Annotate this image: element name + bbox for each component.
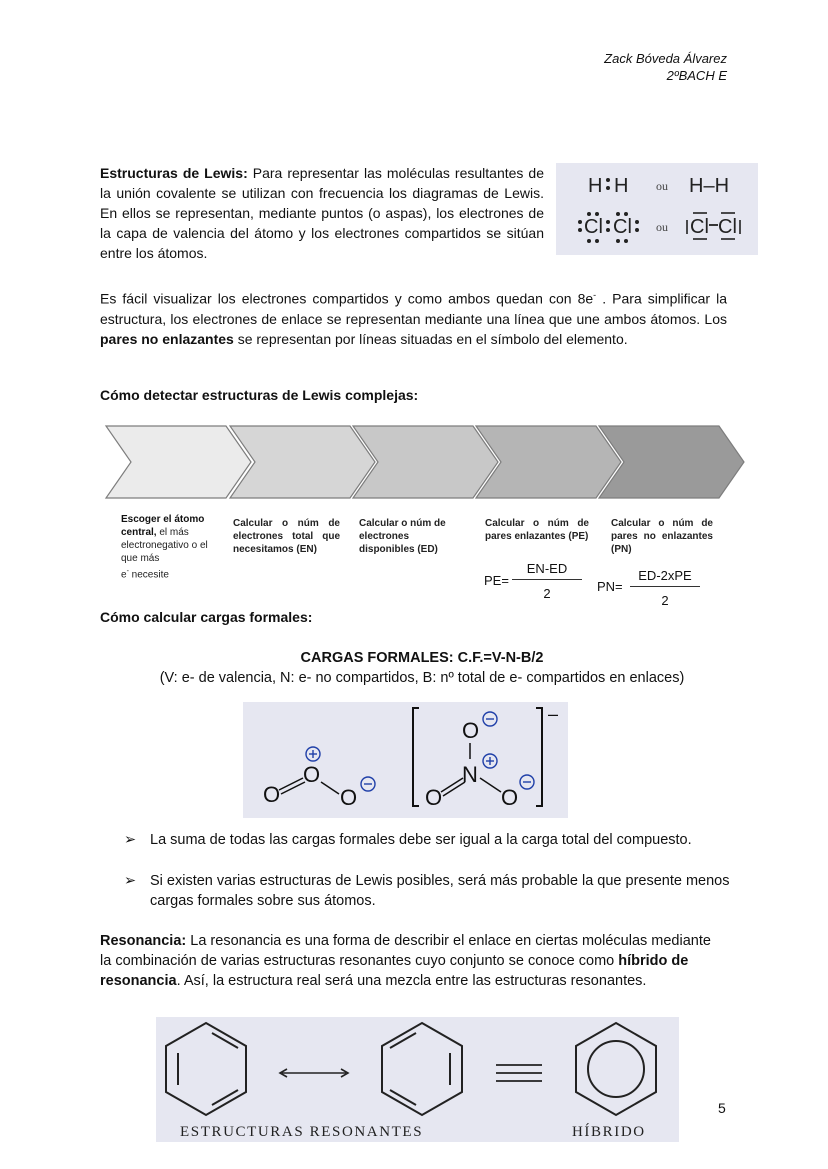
resonant-structures-label: ESTRUCTURAS RESONANTES [180,1124,424,1140]
resonance-title: Resonancia: [100,933,187,949]
step-3-label: Calcular o núm de electrones disponibles (ED) [359,518,446,555]
negative-charge-icon [361,777,375,791]
nitrate-o-top: O [462,718,480,743]
benzene-kekule-2 [382,1023,462,1115]
lewis-figure [556,163,758,255]
step-1-e: e [121,569,127,581]
author-name: Zack Bóveda Álvarez [604,51,727,66]
arrow-bullet-icon: ➢ [124,832,137,848]
left-bracket [413,708,419,806]
ozone-o-right: O [340,785,358,810]
step-2-label: Calcular o núm de electrones total que necesitamos (EN) [233,518,340,555]
ozone-nitrate-diagram [243,702,568,818]
equivalence-icon [496,1065,542,1081]
pe-formula-label: PE= [484,573,509,588]
nitrate-o-right: O [501,785,519,810]
or-word-bottom: ou [656,220,668,234]
formal-charge-legend: (V: e- de valencia, N: e- no compartidos, B: nº total de e- compartidos en enlaces) [159,670,685,686]
pe-denominator: 2 [512,579,582,601]
electron-superscript: - [593,290,597,300]
bracket-charge: – [548,704,559,724]
cl-atom-line-right: Cl [718,216,737,238]
electron-dot [606,186,610,190]
positive-charge-icon [483,754,497,768]
cl-atom-right: Cl [613,216,632,238]
step-4-label: Calcular o núm de pares enlazantes (PE) [485,518,589,542]
shared-text-3: se representan por líneas situadas en el símbolo del elemento. [233,330,628,347]
cl-atom-line-left: Cl [690,216,709,238]
h-atom-left: H [588,175,603,197]
nitrate-n-center: N [462,762,478,787]
nitrate-o-left: O [425,785,443,810]
pe-numerator: EN-ED [526,561,568,576]
benzene-diagram [156,1017,679,1142]
resonance-paragraph [100,931,720,991]
pn-formula-label: PN= [597,579,623,594]
negative-charge-icon [483,712,497,726]
electron-dot [606,178,610,182]
resonance-text-2: . Así, la estructura real será una mezcla entre las estructuras resonantes. [176,973,647,989]
formal-charge-formula: CARGAS FORMALES: C.F.=V-N-B/2 [300,650,544,666]
step-1-sup: - [126,568,129,575]
ozone-o-center: O [303,762,321,787]
step-1-rest: el más electronegativo o el que más [121,527,208,564]
bullet-text: La suma de todas las cargas formales debe ser igual a la carga total del compuesto. [150,832,692,848]
pn-denominator: 2 [630,586,700,608]
cl-atom-left: Cl [584,216,603,238]
step-1-bold: Escoger el átomo central, [121,514,205,538]
hybrid-label: HÍBRIDO [572,1124,646,1140]
bullet-text: Si existen varias estructuras de Lewis posibles, será más probable la que presente menos cargas formales sobre sus átomos. [150,873,730,909]
resonance-hybrid-term: híbrido de resonancia [100,953,689,989]
cl2-line-structure [687,213,740,239]
step-5-label: Calcular o núm de pares no enlazantes (PN) [611,518,713,555]
benzene-hybrid [576,1023,656,1115]
formal-charge-figure [243,702,568,818]
shared-electrons-paragraph [100,285,727,349]
negative-charge-icon [520,775,534,789]
lone-pairs-term: pares no enlazantes [100,330,234,347]
shared-text-2: . Para simplificar la estructura, los electrones de enlace se representan mediante una línea que une ambos átomos. Los [100,290,727,327]
formal-charges-heading: Cómo calcular cargas formales: [100,609,313,625]
arrow-bullet-icon: ➢ [124,873,137,889]
complex-lewis-heading: Cómo detectar estructuras de Lewis complejas: [100,387,419,403]
lewis-paragraph [100,163,544,263]
pe-formula-fraction [512,561,582,601]
page-number: 5 [718,1100,726,1116]
ozone-o-left: O [263,782,281,807]
pn-formula-fraction [630,568,700,608]
h2-line-structure: H–H [689,175,730,197]
positive-charge-icon [306,747,320,761]
pn-numerator: ED-2xPE [638,568,692,583]
cl2-dot-structure [578,212,639,243]
shared-text-1: Es fácil visualizar los electrones compartidos y como ambos quedan con 8e [100,290,594,307]
benzene-kekule-1 [166,1023,246,1115]
class-group: 2ºBACH E [666,68,727,83]
lewis-diagram [556,163,758,255]
or-word-top: ou [656,179,668,193]
step-1-need: necesite [128,569,169,581]
resonance-text-1: La resonancia es una forma de describir el enlace en ciertas moléculas mediante la combinación de varias estructuras resonantes cuyo conjunto se conoce como [100,933,711,969]
resonance-figure [156,1017,679,1142]
lewis-title: Estructuras de Lewis: [100,165,248,181]
page-header [604,50,727,84]
right-bracket [536,708,542,806]
chevron-step-1 [106,426,251,498]
h-atom-right: H [614,175,629,197]
resonance-arrow-icon [280,1069,348,1077]
lewis-text: Para representar las moléculas resultantes de la unión covalente se utilizan con frecuencia los diagramas de Lewis. En ellos se representan, mediante puntos (o aspas), los electrones de la capa de valencia del átomo y los electrones compartidos se sitúan entre los átomos. [100,165,544,261]
step-1-label [121,513,221,581]
chevron-step-2 [230,426,375,498]
process-chevrons [100,424,750,504]
